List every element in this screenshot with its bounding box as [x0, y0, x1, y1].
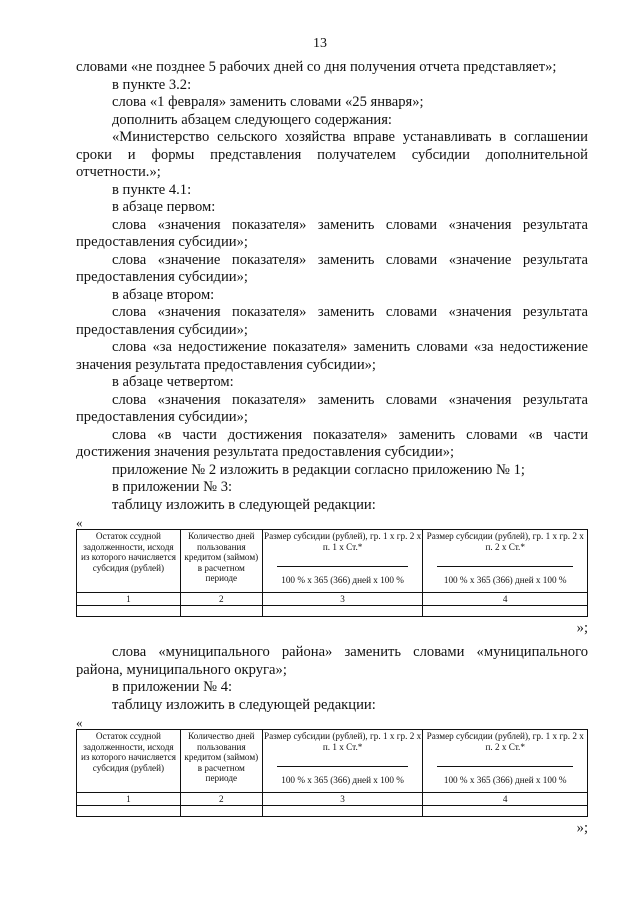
table2-open-quote: « [76, 715, 83, 731]
table1-open-quote: « [76, 515, 83, 530]
table1-col3-bottom: 100 % х 365 (366) дней х 100 % [281, 575, 404, 585]
paragraph: словами «не позднее 5 рабочих дней со дня получения отчета представляет»; [76, 59, 557, 75]
table2 [76, 729, 588, 817]
paragraph: слова «значения показателя» заменить словами «значения результата предоставления субсидии»; [76, 391, 588, 425]
table2-col1-header: Остаток ссудной задолженности, исходя из которого начисляется субсидия (рублей) [77, 730, 181, 793]
paragraph: слова «значение показателя» заменить словами «значение результата предоставления субсидии»; [76, 251, 588, 285]
table2-col3-header [262, 730, 423, 793]
paragraph: в абзаце втором: [112, 286, 215, 303]
paragraph: «Министерство сельского хозяйства вправе устанавливать в соглашении сроки и формы представления получателем субсидии дополнительной отчетности.»; [76, 129, 588, 180]
paragraph: приложение № 2 изложить в редакции согласно приложению № 1; [112, 461, 525, 478]
table1-col4-top: Размер субсидии (рублей), гр. 1 х гр. 2 х п. 2 х Ст.* [426, 531, 584, 552]
table1-col2-header: Количество дней пользования кредитом (займом) в расчетном периоде [180, 530, 262, 593]
table1-empty-row [77, 605, 588, 616]
paragraph: таблицу изложить в следующей редакции: [112, 696, 376, 713]
table1-num-1: 1 [77, 593, 181, 606]
table2-close-quote: »; [576, 819, 588, 836]
table2-num-4: 4 [423, 793, 588, 806]
table2-empty-cell [180, 805, 262, 816]
table1-num-2: 2 [180, 593, 262, 606]
table1-empty-cell [180, 605, 262, 616]
table2-empty-row [77, 805, 588, 816]
table2-col3-top: Размер субсидии (рублей), гр. 1 х гр. 2 х п. 1 х Ст.* [263, 731, 422, 752]
paragraph: в приложении № 3: [112, 479, 233, 495]
table2-num-1: 1 [77, 793, 181, 806]
table2-header-row [77, 730, 588, 793]
paragraph: в пункте 4.1: [112, 181, 192, 198]
paragraphs-b [76, 644, 588, 714]
table1-empty-cell [77, 605, 181, 616]
paragraph: слова «1 февраля» заменить словами «25 января»; [112, 94, 424, 110]
paragraph: слова «значения показателя» заменить словами «значения результата предоставления субсидии»; [76, 304, 588, 338]
paragraph: слова «муниципального района» заменить словами «муниципального района, муниципального округа»; [76, 644, 588, 678]
table1-num-3: 3 [262, 593, 423, 606]
document-body [76, 59, 588, 844]
paragraphs-a [76, 59, 588, 514]
paragraph: слова «за недостижение показателя» заменить словами «за недостижение значения результата предоставления субсидии»; [76, 339, 588, 373]
table1-num-4: 4 [423, 593, 588, 606]
page-number: 13 [313, 36, 327, 51]
paragraph: дополнить абзацем следующего содержания: [112, 111, 392, 128]
table1-number-row [77, 593, 588, 606]
table1-col4-bottom: 100 % х 365 (366) дней х 100 % [443, 575, 567, 585]
table2-col2-header: Количество дней пользования кредитом (займом) в расчетном периоде [180, 730, 262, 793]
table1-col4-header [423, 530, 588, 593]
table2-num-2: 2 [180, 793, 262, 806]
table2-empty-cell [77, 805, 181, 816]
paragraph: в приложении № 4: [112, 679, 233, 696]
table2-col4-bottom: 100 % х 365 (366) дней х 100 % [443, 775, 567, 786]
paragraph: слова «в части достижения показателя» заменить словами «в части достижения значения результата предоставления субсидии»; [76, 426, 588, 460]
paragraph: таблицу изложить в следующей редакции: [112, 496, 376, 513]
table2-empty-cell [262, 805, 423, 816]
table1-header-row [77, 530, 588, 593]
table2-col4-top: Размер субсидии (рублей), гр. 1 х гр. 2 х п. 2 х Ст.* [426, 731, 584, 752]
table1-col3-header [262, 530, 423, 593]
table1 [76, 529, 588, 617]
table1-close-quote: »; [576, 619, 588, 636]
table2-empty-cell [423, 805, 588, 816]
table1-empty-cell [423, 605, 588, 616]
table1-col3-top: Размер субсидии (рублей), гр. 1 х гр. 2 х п. 1 х Ст.* [263, 531, 422, 552]
table2-col4-header [423, 730, 588, 793]
paragraph: в абзаце четвертом: [112, 374, 234, 390]
paragraph: слова «значения показателя» заменить словами «значения результата предоставления субсидии»; [76, 216, 588, 250]
table2-number-row [77, 793, 588, 806]
table2-col3-bottom: 100 % х 365 (366) дней х 100 % [281, 775, 404, 786]
table2-num-3: 3 [262, 793, 423, 806]
table1-col1-header: Остаток ссудной задолженности, исходя из которого начисляется субсидия (рублей) [77, 530, 181, 593]
paragraph: в абзаце первом: [112, 199, 216, 215]
table1-empty-cell [262, 605, 423, 616]
paragraph: в пункте 3.2: [112, 76, 192, 93]
